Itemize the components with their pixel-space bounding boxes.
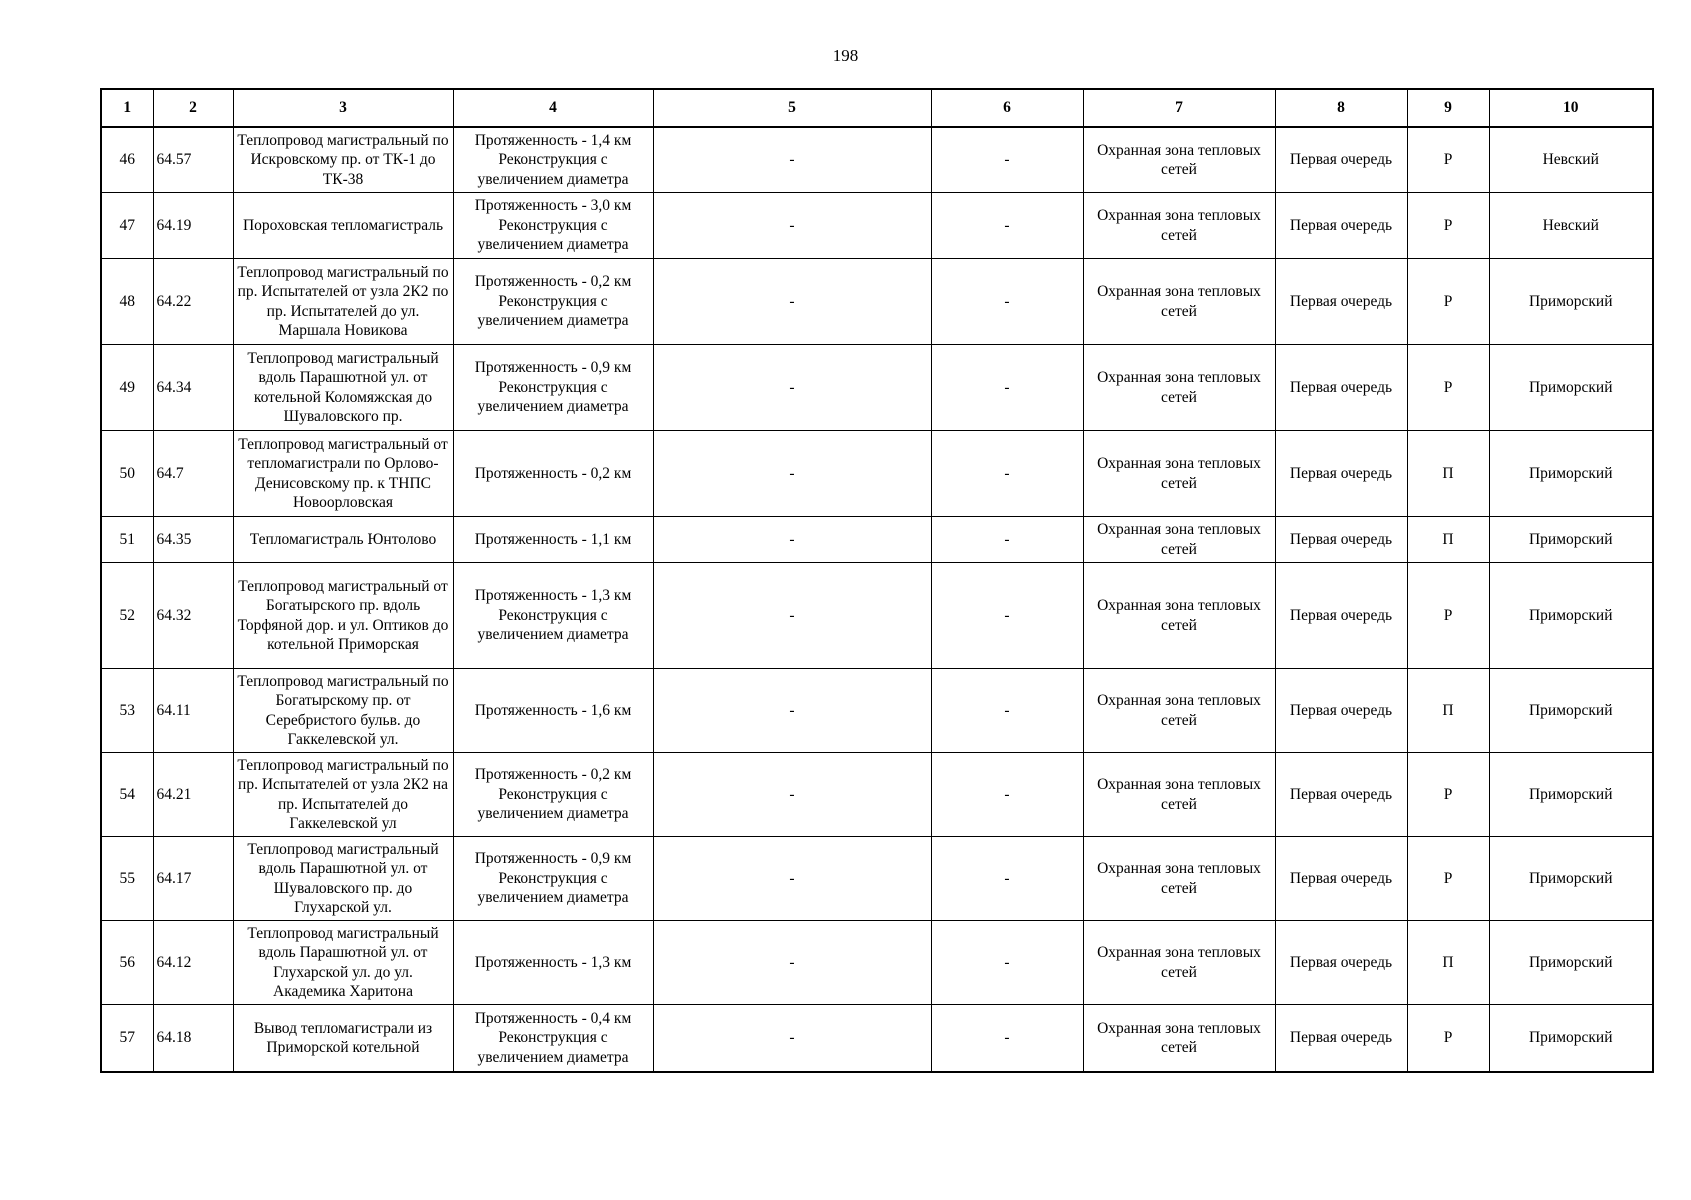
district-value: Невский	[1489, 193, 1653, 259]
zone-value: Охранная зона тепловых сетей	[1083, 669, 1275, 753]
zone-value: Охранная зона тепловых сетей	[1083, 259, 1275, 345]
object-characteristic: Протяженность - 0,9 км Реконструкция с увеличением диаметра	[453, 837, 653, 921]
column-header: 2	[153, 89, 233, 127]
zone-value: Охранная зона тепловых сетей	[1083, 127, 1275, 193]
object-code: 64.32	[153, 563, 233, 669]
type-value: Р	[1407, 837, 1489, 921]
table-row	[101, 345, 1653, 431]
column-header: 9	[1407, 89, 1489, 127]
objects-table	[100, 88, 1654, 1073]
row-number: 54	[101, 753, 153, 837]
table-row	[101, 517, 1653, 563]
object-name: Вывод тепломагистрали из Приморской котельной	[233, 1005, 453, 1073]
type-value: Р	[1407, 1005, 1489, 1073]
object-code: 64.7	[153, 431, 233, 517]
type-value: Р	[1407, 345, 1489, 431]
type-value: П	[1407, 431, 1489, 517]
object-code: 64.17	[153, 837, 233, 921]
type-value: Р	[1407, 127, 1489, 193]
row-number: 55	[101, 837, 153, 921]
type-value: П	[1407, 517, 1489, 563]
stage-value: Первая очередь	[1275, 259, 1407, 345]
column-5-value: -	[653, 563, 931, 669]
district-value: Невский	[1489, 127, 1653, 193]
object-name: Теплопровод магистральный по пр. Испытателей от узла 2К2 на пр. Испытателей до Гаккелевской ул	[233, 753, 453, 837]
column-header: 3	[233, 89, 453, 127]
column-5-value: -	[653, 431, 931, 517]
object-name: Теплопровод магистральный вдоль Парашютной ул. от Шуваловского пр. до Глухарской ул.	[233, 837, 453, 921]
district-value: Приморский	[1489, 669, 1653, 753]
object-characteristic: Протяженность - 1,3 км Реконструкция с увеличением диаметра	[453, 563, 653, 669]
column-6-value: -	[931, 345, 1083, 431]
column-6-value: -	[931, 837, 1083, 921]
object-characteristic: Протяженность - 3,0 км Реконструкция с увеличением диаметра	[453, 193, 653, 259]
object-name: Теплопровод магистральный по Искровскому пр. от ТК-1 до ТК-38	[233, 127, 453, 193]
row-number: 56	[101, 921, 153, 1005]
object-characteristic: Протяженность - 0,4 км Реконструкция с увеличением диаметра	[453, 1005, 653, 1073]
zone-value: Охранная зона тепловых сетей	[1083, 753, 1275, 837]
object-code: 64.18	[153, 1005, 233, 1073]
district-value: Приморский	[1489, 753, 1653, 837]
type-value: Р	[1407, 753, 1489, 837]
object-code: 64.12	[153, 921, 233, 1005]
object-name: Теплопровод магистральный вдоль Парашютной ул. от котельной Коломяжская до Шуваловского пр.	[233, 345, 453, 431]
object-name: Теплопровод магистральный по пр. Испытателей от узла 2К2 по пр. Испытателей до ул. Маршала Новикова	[233, 259, 453, 345]
table-row	[101, 753, 1653, 837]
object-code: 64.11	[153, 669, 233, 753]
stage-value: Первая очередь	[1275, 127, 1407, 193]
district-value: Приморский	[1489, 563, 1653, 669]
zone-value: Охранная зона тепловых сетей	[1083, 563, 1275, 669]
column-6-value: -	[931, 431, 1083, 517]
stage-value: Первая очередь	[1275, 517, 1407, 563]
table-row	[101, 193, 1653, 259]
zone-value: Охранная зона тепловых сетей	[1083, 921, 1275, 1005]
column-6-value: -	[931, 563, 1083, 669]
stage-value: Первая очередь	[1275, 193, 1407, 259]
row-number: 49	[101, 345, 153, 431]
table-row	[101, 837, 1653, 921]
row-number: 52	[101, 563, 153, 669]
row-number: 51	[101, 517, 153, 563]
object-characteristic: Протяженность - 1,1 км	[453, 517, 653, 563]
type-value: Р	[1407, 259, 1489, 345]
district-value: Приморский	[1489, 345, 1653, 431]
page-number: 198	[832, 46, 859, 65]
column-5-value: -	[653, 669, 931, 753]
district-value: Приморский	[1489, 431, 1653, 517]
table-row	[101, 563, 1653, 669]
object-characteristic: Протяженность - 0,2 км Реконструкция с увеличением диаметра	[453, 753, 653, 837]
zone-value: Охранная зона тепловых сетей	[1083, 517, 1275, 563]
table-row	[101, 431, 1653, 517]
object-code: 64.57	[153, 127, 233, 193]
stage-value: Первая очередь	[1275, 563, 1407, 669]
column-6-value: -	[931, 1005, 1083, 1073]
zone-value: Охранная зона тепловых сетей	[1083, 345, 1275, 431]
column-header: 8	[1275, 89, 1407, 127]
stage-value: Первая очередь	[1275, 1005, 1407, 1073]
column-6-value: -	[931, 127, 1083, 193]
column-5-value: -	[653, 345, 931, 431]
column-5-value: -	[653, 259, 931, 345]
table-row	[101, 127, 1653, 193]
object-characteristic: Протяженность - 1,4 км Реконструкция с увеличением диаметра	[453, 127, 653, 193]
type-value: П	[1407, 669, 1489, 753]
column-5-value: -	[653, 837, 931, 921]
zone-value: Охранная зона тепловых сетей	[1083, 193, 1275, 259]
column-6-value: -	[931, 921, 1083, 1005]
object-characteristic: Протяженность - 0,2 км	[453, 431, 653, 517]
stage-value: Первая очередь	[1275, 921, 1407, 1005]
column-header: 6	[931, 89, 1083, 127]
object-name: Пороховская тепломагистраль	[233, 193, 453, 259]
object-characteristic: Протяженность - 0,9 км Реконструкция с увеличением диаметра	[453, 345, 653, 431]
table-row	[101, 1005, 1653, 1073]
column-6-value: -	[931, 753, 1083, 837]
stage-value: Первая очередь	[1275, 345, 1407, 431]
column-5-value: -	[653, 1005, 931, 1073]
type-value: Р	[1407, 193, 1489, 259]
header-row	[101, 89, 1653, 127]
object-name: Тепломагистраль Юнтолово	[233, 517, 453, 563]
district-value: Приморский	[1489, 1005, 1653, 1073]
object-code: 64.35	[153, 517, 233, 563]
row-number: 46	[101, 127, 153, 193]
stage-value: Первая очередь	[1275, 431, 1407, 517]
stage-value: Первая очередь	[1275, 669, 1407, 753]
zone-value: Охранная зона тепловых сетей	[1083, 837, 1275, 921]
object-code: 64.19	[153, 193, 233, 259]
column-5-value: -	[653, 127, 931, 193]
object-characteristic: Протяженность - 1,6 км	[453, 669, 653, 753]
row-number: 57	[101, 1005, 153, 1073]
district-value: Приморский	[1489, 517, 1653, 563]
column-header: 4	[453, 89, 653, 127]
table-row	[101, 921, 1653, 1005]
object-code: 64.34	[153, 345, 233, 431]
object-characteristic: Протяженность - 0,2 км Реконструкция с увеличением диаметра	[453, 259, 653, 345]
zone-value: Охранная зона тепловых сетей	[1083, 1005, 1275, 1073]
object-name: Теплопровод магистральный от тепломагистрали по Орлово-Денисовскому пр. к ТНПС Новоорловская	[233, 431, 453, 517]
stage-value: Первая очередь	[1275, 753, 1407, 837]
column-header: 5	[653, 89, 931, 127]
column-5-value: -	[653, 753, 931, 837]
column-5-value: -	[653, 517, 931, 563]
column-5-value: -	[653, 921, 931, 1005]
row-number: 50	[101, 431, 153, 517]
column-header: 1	[101, 89, 153, 127]
row-number: 48	[101, 259, 153, 345]
type-value: Р	[1407, 563, 1489, 669]
district-value: Приморский	[1489, 259, 1653, 345]
column-6-value: -	[931, 193, 1083, 259]
object-name: Теплопровод магистральный по Богатырскому пр. от Серебристого бульв. до Гаккелевской ул.	[233, 669, 453, 753]
column-5-value: -	[653, 193, 931, 259]
object-code: 64.22	[153, 259, 233, 345]
row-number: 47	[101, 193, 153, 259]
table-row	[101, 259, 1653, 345]
column-6-value: -	[931, 669, 1083, 753]
district-value: Приморский	[1489, 921, 1653, 1005]
column-6-value: -	[931, 517, 1083, 563]
object-name: Теплопровод магистральный от Богатырского пр. вдоль Торфяной дор. и ул. Оптиков до котельной Приморская	[233, 563, 453, 669]
object-characteristic: Протяженность - 1,3 км	[453, 921, 653, 1005]
stage-value: Первая очередь	[1275, 837, 1407, 921]
object-name: Теплопровод магистральный вдоль Парашютной ул. от Глухарской ул. до ул. Академика Харитона	[233, 921, 453, 1005]
column-6-value: -	[931, 259, 1083, 345]
district-value: Приморский	[1489, 837, 1653, 921]
column-header: 10	[1489, 89, 1653, 127]
zone-value: Охранная зона тепловых сетей	[1083, 431, 1275, 517]
table-row	[101, 669, 1653, 753]
column-header: 7	[1083, 89, 1275, 127]
type-value: П	[1407, 921, 1489, 1005]
row-number: 53	[101, 669, 153, 753]
object-code: 64.21	[153, 753, 233, 837]
